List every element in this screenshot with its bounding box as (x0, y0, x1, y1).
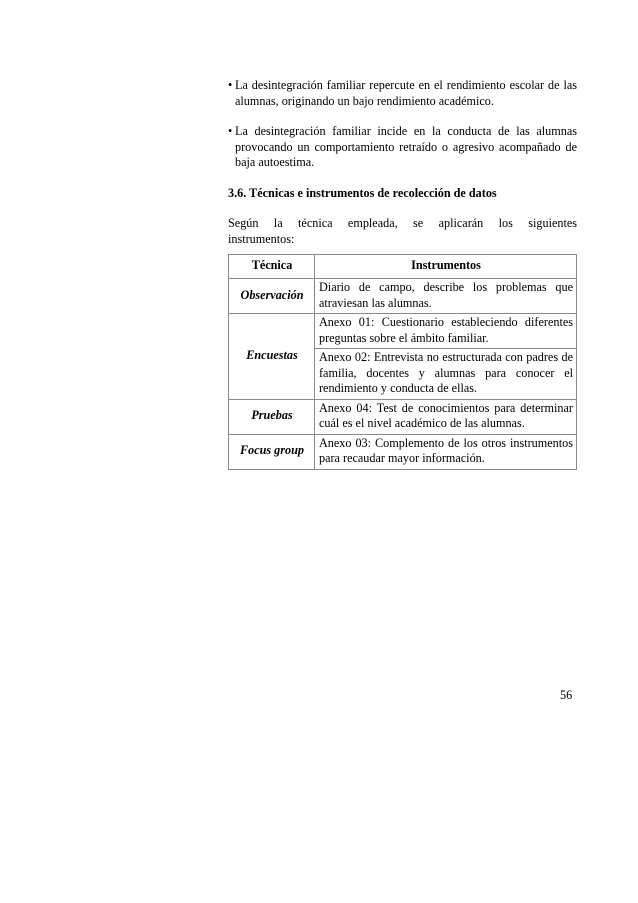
instrument-cell: Anexo 04: Test de conocimientos para determinar cuál es el nivel académico de las alumnas. (315, 399, 577, 434)
technique-cell: Pruebas (229, 399, 315, 434)
instrument-cell: Anexo 01: Cuestionario estableciendo diferentes preguntas sobre el ámbito familiar. (315, 314, 577, 349)
intro-line-1: Según la técnica empleada, se aplicarán los siguientes (228, 216, 577, 230)
bullet-text: La desintegración familiar repercute en el rendimiento escolar de las alumnas, originando un bajo rendimiento académico. (235, 78, 577, 108)
table-row (229, 434, 577, 469)
technique-cell: Observación (229, 279, 315, 314)
bullet-paragraph (228, 78, 577, 109)
instrument-cell: Anexo 02: Entrevista no estructurada con padres de familia, docentes y alumnas para conocer el rendimiento y conducta de ellas. (315, 349, 577, 400)
page-number: 56 (560, 688, 573, 702)
table-row (229, 399, 577, 434)
bullet-icon: • (228, 78, 233, 92)
technique-cell: Encuestas (229, 314, 315, 400)
instrument-cell: Diario de campo, describe los problemas que atraviesan las alumnas. (315, 279, 577, 314)
bullet-text: La desintegración familiar incide en la conducta de las alumnas provocando un comportamiento retraído o agresivo acompañado de baja autoestima. (235, 124, 577, 169)
instrument-cell: Anexo 03: Complemento de los otros instrumentos para recaudar mayor información. (315, 434, 577, 469)
header-tecnica: Técnica (229, 255, 315, 279)
section-heading: 3.6. Técnicas e instrumentos de recolección de datos (228, 185, 497, 200)
table-row (229, 314, 577, 349)
table-row (229, 279, 577, 314)
header-instrumentos: Instrumentos (315, 255, 577, 279)
intro-line-2: instrumentos: (228, 231, 295, 246)
bullet-icon: • (228, 124, 233, 138)
document-body (228, 78, 577, 247)
instruments-table (228, 254, 577, 470)
technique-cell: Focus group (229, 434, 315, 469)
bullet-paragraph (228, 124, 577, 171)
table-header-row (229, 255, 577, 279)
